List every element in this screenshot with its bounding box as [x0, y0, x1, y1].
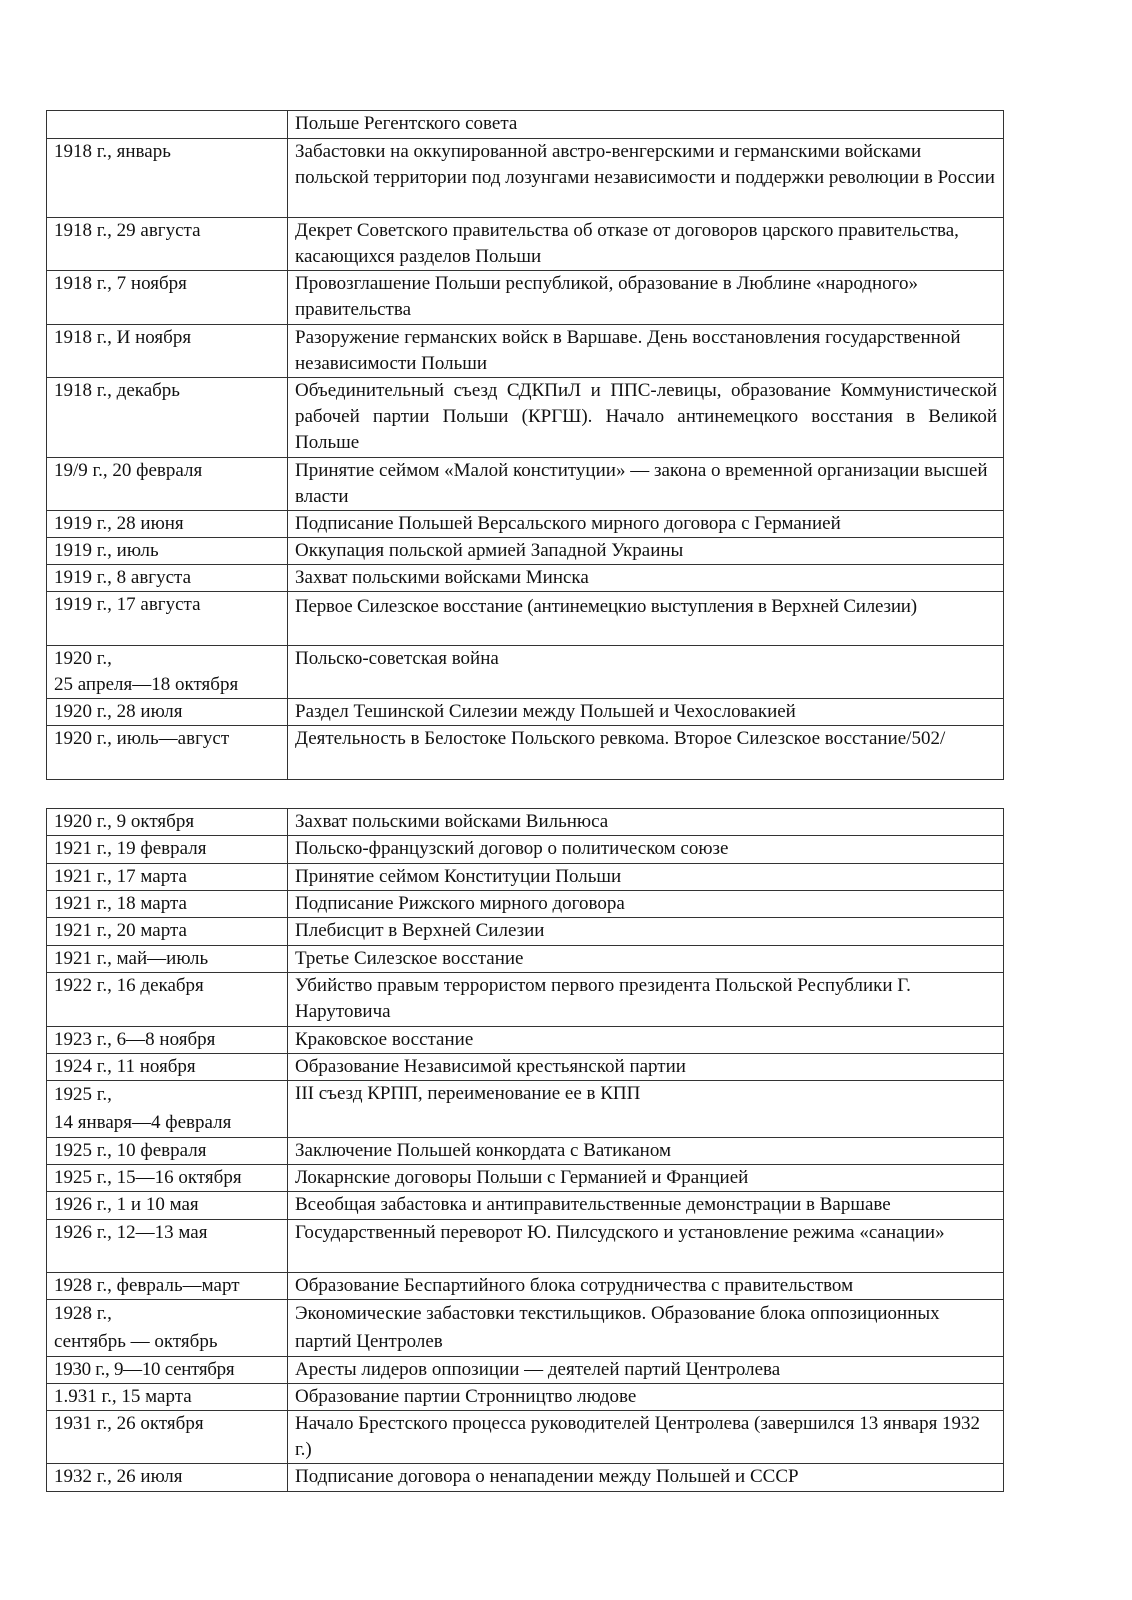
date-cell: 1918 г., 29 августа — [47, 218, 288, 271]
event-cell: Подписание договора о ненападении между Польшей и СССР — [288, 1464, 1004, 1492]
event-cell: Забастовки на оккупированной австро-венгерскими и германскими войсками польской территории под лозунгами независимости и поддержки революции в России — [288, 139, 1004, 218]
date-cell: 1918 г., январь — [47, 139, 288, 218]
table-row — [47, 1384, 1004, 1411]
table-row — [47, 1081, 1004, 1138]
table-row — [47, 271, 1004, 325]
event-cell: Разоружение германских войск в Варшаве. День восстановления государственной независимости Польши — [288, 325, 1004, 378]
table-row — [47, 218, 1004, 271]
table-row — [47, 973, 1004, 1027]
date-cell: 1918 г., И ноября — [47, 325, 288, 378]
table-row — [47, 378, 1004, 458]
chronology-table-1 — [46, 110, 1004, 780]
table-row — [47, 946, 1004, 973]
event-cell: Аресты лидеров оппозиции — деятелей партий Центролева — [288, 1357, 1004, 1384]
table-row — [47, 538, 1004, 565]
date-cell: 1918 г., 7 ноября — [47, 271, 288, 325]
chronology-table-2 — [46, 808, 1004, 1492]
event-cell: Всеобщая забастовка и антиправительственные демонстрации в Варшаве — [288, 1192, 1004, 1220]
event-cell: Принятие сеймом «Малой конституции» — закона о временной организации высшей власти — [288, 458, 1004, 511]
date-cell: 1920 г., 9 октября — [47, 809, 288, 836]
table-row — [47, 918, 1004, 946]
table-row — [47, 809, 1004, 836]
event-cell: Убийство правым террористом первого президента Польской Республики Г. Нарутовича — [288, 973, 1004, 1027]
date-cell: 1921 г., 20 марта — [47, 918, 288, 946]
date-cell: 1921 г., 18 марта — [47, 891, 288, 918]
event-cell: Плебисцит в Верхней Силезии — [288, 918, 1004, 946]
date-cell: 1921 г., 17 марта — [47, 864, 288, 891]
event-cell: Объединительный съезд СДКПиЛ и ППС-левицы, образование Коммунистической рабочей партии Польши (КРГШ). Начало антинемецкого восстания в Великой Польше — [288, 378, 1004, 458]
event-cell: Польше Регентского совета — [288, 111, 1004, 139]
event-cell: Подписание Польшей Версальского мирного договора с Германией — [288, 511, 1004, 538]
table-row — [47, 139, 1004, 218]
date-cell: 1926 г., 12—13 мая — [47, 1220, 288, 1273]
event-cell: Раздел Тешинской Силезии между Польшей и Чехословакией — [288, 699, 1004, 726]
table-row — [47, 1273, 1004, 1300]
date-cell: 1919 г., июль — [47, 538, 288, 565]
table-row — [47, 864, 1004, 891]
table-row — [47, 699, 1004, 726]
event-cell: Захват польскими войсками Вильнюса — [288, 809, 1004, 836]
event-cell: Деятельность в Белостоке Польского ревкома. Второе Силезское восстание/502/ — [288, 726, 1004, 780]
event-cell: Локарнские договоры Польши с Германией и Францией — [288, 1165, 1004, 1192]
event-cell: Экономические забастовки текстильщиков. Образование блока оппозиционных партий Центролев — [288, 1300, 1004, 1357]
date-cell: 1918 г., декабрь — [47, 378, 288, 458]
table-row — [47, 1054, 1004, 1081]
event-cell: Третье Силезское восстание — [288, 946, 1004, 973]
event-cell: Краковское восстание — [288, 1027, 1004, 1054]
date-cell: 1925 г., 15—16 октября — [47, 1165, 288, 1192]
date-cell: 1925 г., 14 января—4 февраля — [47, 1081, 288, 1138]
event-cell: Подписание Рижского мирного договора — [288, 891, 1004, 918]
date-cell: 1921 г., май—июль — [47, 946, 288, 973]
date-cell: 1922 г., 16 декабря — [47, 973, 288, 1027]
date-cell: 1923 г., 6—8 ноября — [47, 1027, 288, 1054]
date-cell: 1925 г., 10 февраля — [47, 1138, 288, 1165]
table-row — [47, 891, 1004, 918]
event-cell: Принятие сеймом Конституции Польши — [288, 864, 1004, 891]
table-row — [47, 592, 1004, 646]
event-cell: Декрет Советского правительства об отказе от договоров царского правительства, касающихся разделов Польши — [288, 218, 1004, 271]
table-row — [47, 565, 1004, 592]
table-row — [47, 325, 1004, 378]
date-cell: 1921 г., 19 февраля — [47, 836, 288, 864]
table-row — [47, 836, 1004, 864]
event-cell: Польско-французский договор о политическом союзе — [288, 836, 1004, 864]
table-row — [47, 1300, 1004, 1357]
event-cell: Первое Силезское восстание (антинемецкио выступления в Верхней Силезии) — [288, 592, 1004, 646]
table-row — [47, 511, 1004, 538]
table-row — [47, 1165, 1004, 1192]
date-cell: 1926 г., 1 и 10 мая — [47, 1192, 288, 1220]
date-cell: 1919 г., 17 августа — [47, 592, 288, 646]
table-row — [47, 1192, 1004, 1220]
date-cell: 1930 г., 9—10 сентября — [47, 1357, 288, 1384]
date-cell: 1924 г., 11 ноября — [47, 1054, 288, 1081]
event-cell: Заключение Польшей конкордата с Ватиканом — [288, 1138, 1004, 1165]
date-cell: 1920 г., июль—август — [47, 726, 288, 780]
table-row — [47, 1357, 1004, 1384]
event-cell: Захват польскими войсками Минска — [288, 565, 1004, 592]
table-row — [47, 458, 1004, 511]
table-row — [47, 1027, 1004, 1054]
event-cell: Польско-советская война — [288, 646, 1004, 699]
event-cell: III съезд КРПП, переименование ее в КПП — [288, 1081, 1004, 1138]
date-cell: 19/9 г., 20 февраля — [47, 458, 288, 511]
event-cell: Государственный переворот Ю. Пилсудского и установление режима «санации» — [288, 1220, 1004, 1273]
date-cell: 1.931 г., 15 марта — [47, 1384, 288, 1411]
table-row — [47, 726, 1004, 780]
event-cell: Образование Беспартийного блока сотрудничества с правительством — [288, 1273, 1004, 1300]
event-cell: Начало Брестского процесса руководителей Центролева (завершился 13 января 1932 г.) — [288, 1411, 1004, 1464]
date-cell — [47, 111, 288, 139]
date-cell: 1919 г., 28 июня — [47, 511, 288, 538]
event-cell: Образование партии Стронництво людове — [288, 1384, 1004, 1411]
table-row — [47, 1220, 1004, 1273]
table-row — [47, 1411, 1004, 1464]
date-cell: 1932 г., 26 июля — [47, 1464, 288, 1492]
event-cell: Оккупация польской армией Западной Украины — [288, 538, 1004, 565]
table-row — [47, 646, 1004, 699]
date-cell: 1919 г., 8 августа — [47, 565, 288, 592]
table-row — [47, 111, 1004, 139]
event-cell: Провозглашение Польши республикой, образование в Люблине «народного» правительства — [288, 271, 1004, 325]
date-cell: 1920 г., 28 июля — [47, 699, 288, 726]
date-cell: 1931 г., 26 октября — [47, 1411, 288, 1464]
date-cell: 1928 г., февраль—март — [47, 1273, 288, 1300]
table-row — [47, 1464, 1004, 1492]
event-cell: Образование Независимой крестьянской партии — [288, 1054, 1004, 1081]
table-row — [47, 1138, 1004, 1165]
date-cell: 1920 г., 25 апреля—18 октября — [47, 646, 288, 699]
date-cell: 1928 г., сентябрь — октябрь — [47, 1300, 288, 1357]
